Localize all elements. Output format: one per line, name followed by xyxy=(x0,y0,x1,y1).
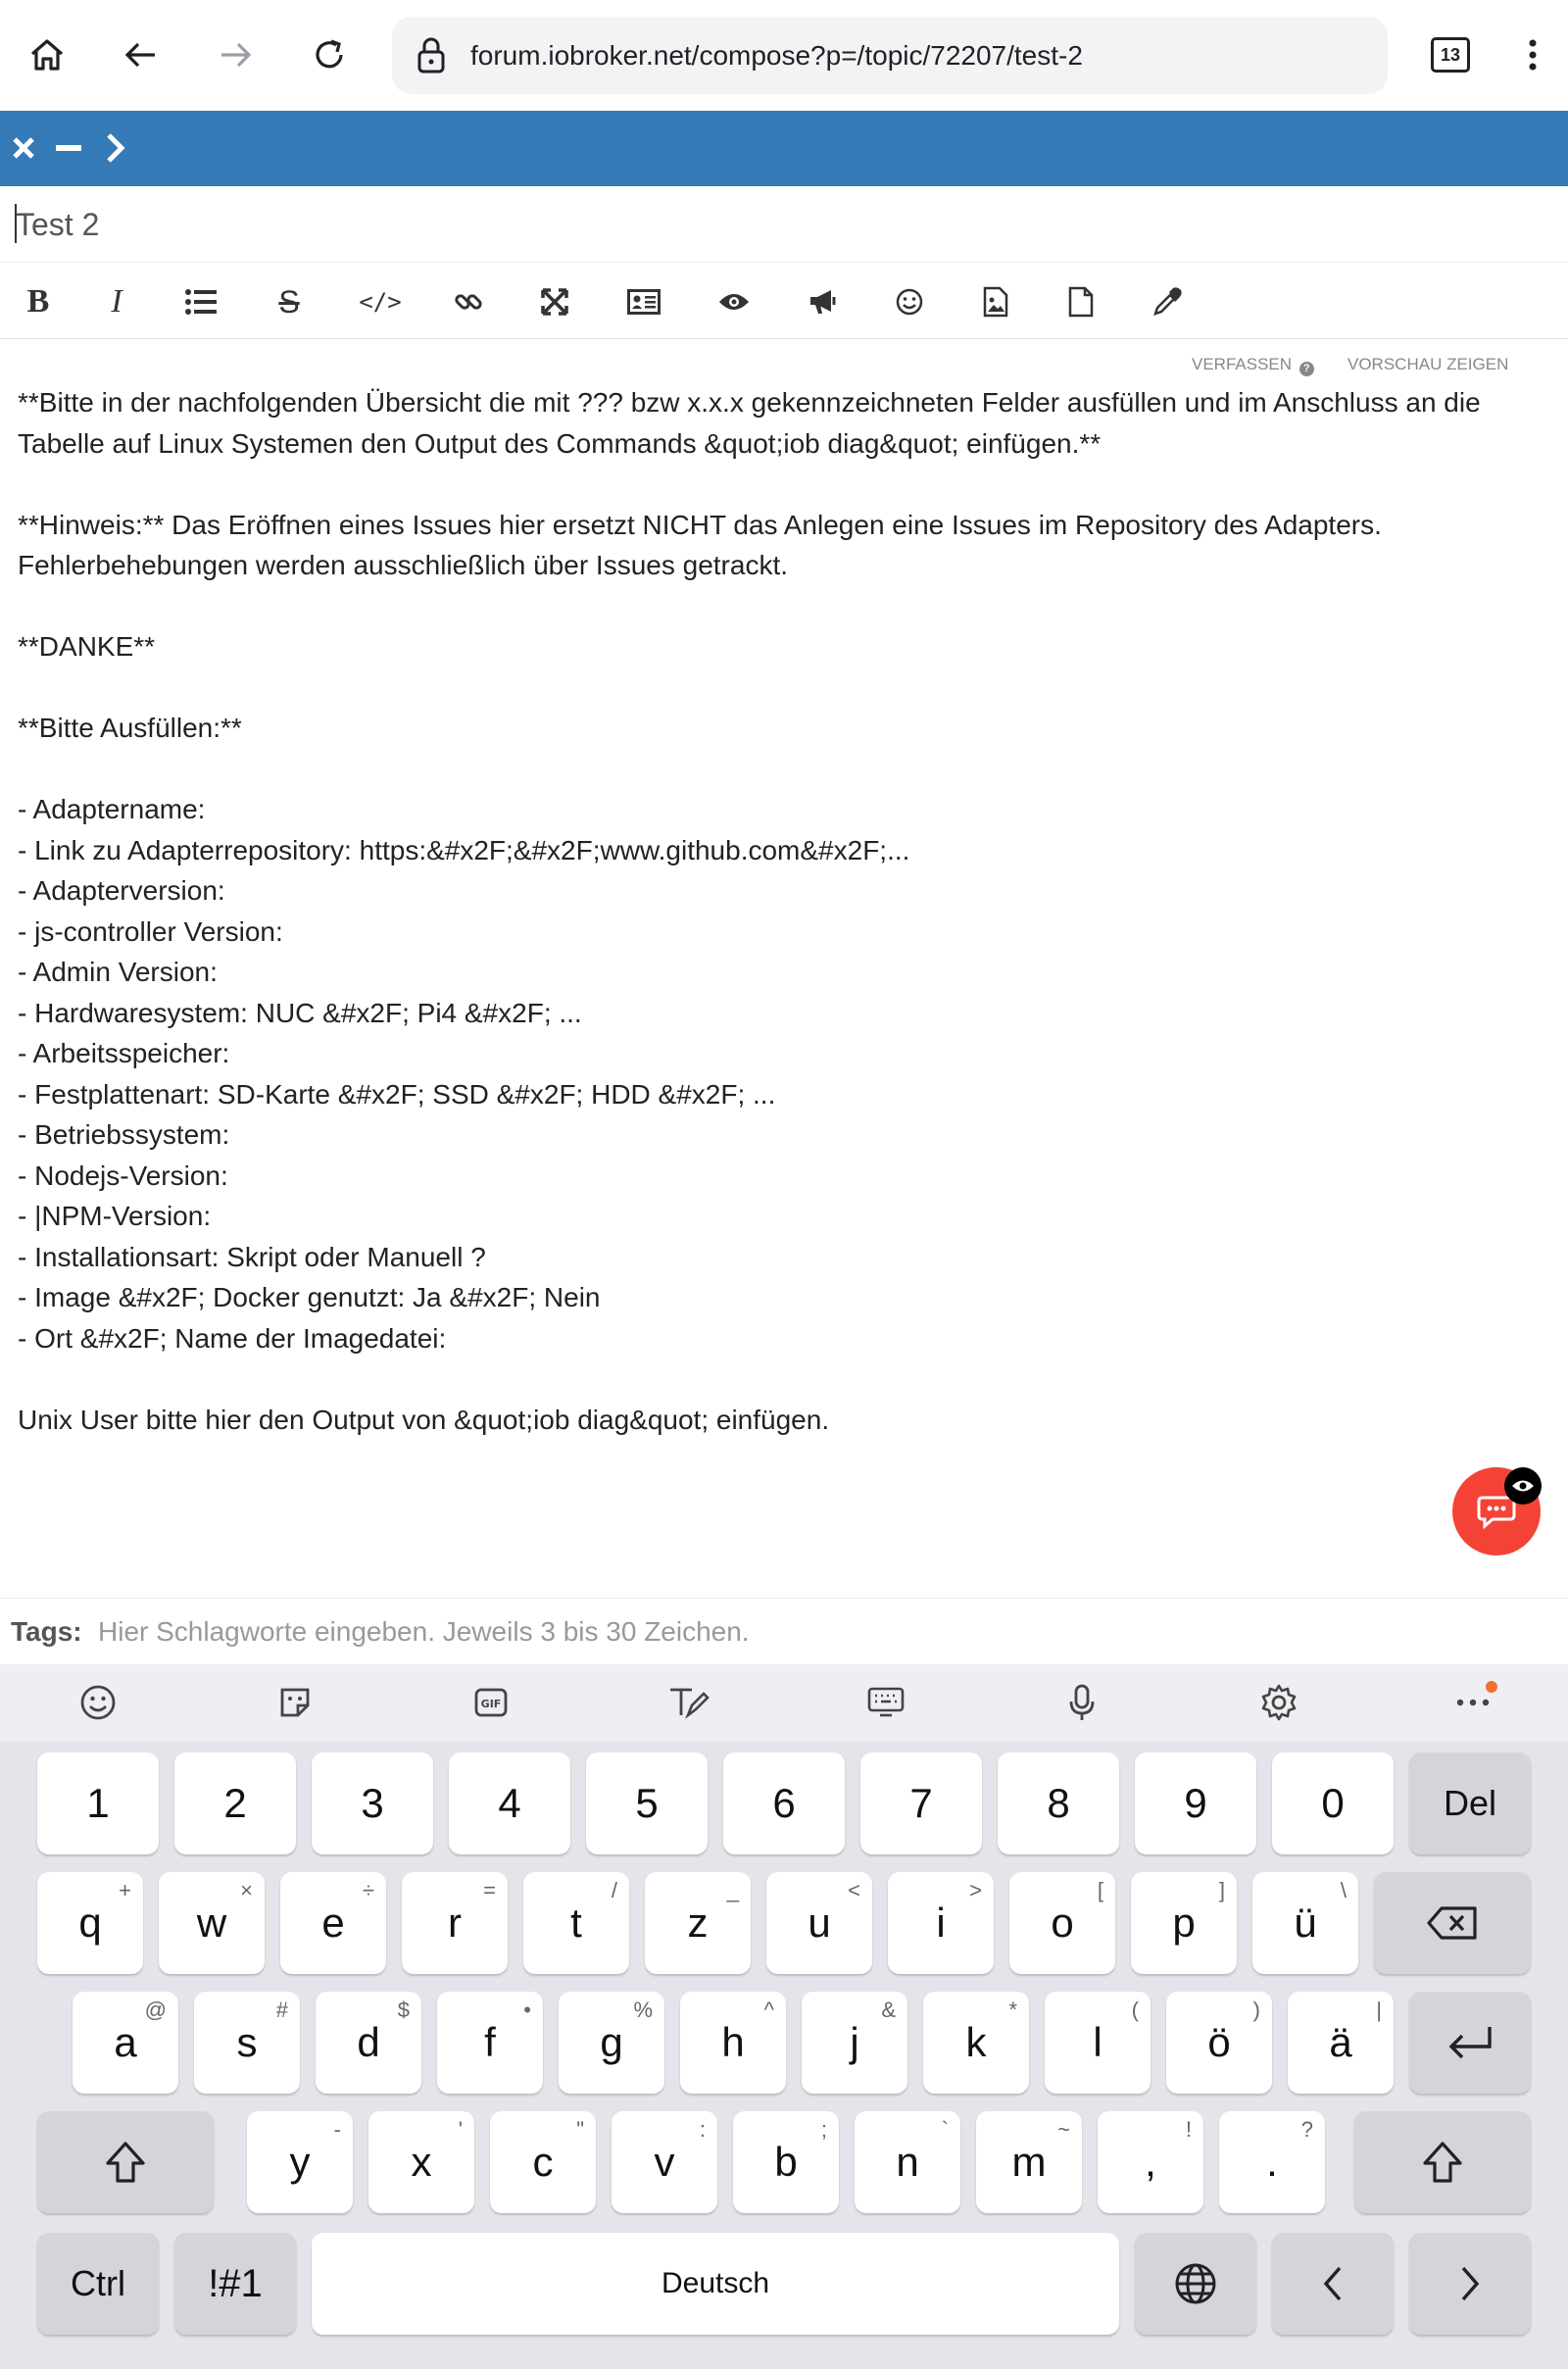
body-line: **Bitte in der nachfolgenden Übersicht die mit ??? bzw x.x.x gekennzeichneten Felder ausfüllen und im Anschluss an die xyxy=(18,387,1481,418)
key-label: b xyxy=(774,2139,798,2185)
body-line xyxy=(18,667,1556,709)
body-line: - Admin Version: xyxy=(18,957,218,987)
key-label: 4 xyxy=(498,1780,521,1826)
body-line xyxy=(18,1358,1556,1400)
key-secondary-label: < xyxy=(848,1878,860,1902)
key-s[interactable] xyxy=(194,1992,300,2094)
url-text[interactable]: forum.iobroker.net/compose?p=/topic/72207/test-2 xyxy=(470,40,1083,71)
key-1[interactable] xyxy=(37,1752,159,1854)
forward-arrow-icon[interactable] xyxy=(204,24,267,86)
key-label: 8 xyxy=(1047,1780,1070,1826)
key-label: c xyxy=(532,2139,554,2185)
body-line: - |NPM-Version: xyxy=(18,1201,212,1231)
key-ü[interactable] xyxy=(1252,1872,1358,1974)
key-n[interactable] xyxy=(855,2111,960,2213)
key-b[interactable] xyxy=(733,2111,839,2213)
backspace-key[interactable] xyxy=(1374,1872,1531,1974)
formatting-toolbar xyxy=(0,263,1568,339)
keyboard-keys xyxy=(0,1741,1568,2369)
key-label: 3 xyxy=(361,1780,384,1826)
key-label: . xyxy=(1266,2139,1278,2185)
body-line xyxy=(18,464,1556,505)
key-label: ü xyxy=(1294,1900,1317,1946)
key-ä[interactable] xyxy=(1288,1992,1394,2094)
key-m[interactable] xyxy=(976,2111,1082,2213)
tags-row xyxy=(0,1598,1568,1664)
key-label: z xyxy=(687,1900,709,1946)
symbols-key[interactable] xyxy=(174,2233,296,2335)
key-label: t xyxy=(570,1900,582,1946)
key-label: 2 xyxy=(223,1780,247,1826)
body-line xyxy=(18,586,1556,627)
key-label: q xyxy=(78,1900,102,1946)
key-label: Deutsch xyxy=(661,2267,770,2299)
key-label: x xyxy=(411,2139,432,2185)
handwriting-icon[interactable] xyxy=(663,1678,712,1727)
key-a[interactable] xyxy=(73,1992,178,2094)
settings-gear-icon[interactable] xyxy=(1254,1678,1303,1727)
key-label: j xyxy=(850,2019,859,2065)
key-secondary-label: ( xyxy=(1131,1998,1139,2022)
key-label: 6 xyxy=(772,1780,796,1826)
key-label: 0 xyxy=(1321,1780,1345,1826)
key-secondary-label: ! xyxy=(1185,2117,1192,2142)
post-body-textarea[interactable] xyxy=(18,382,1556,1440)
body-line: - Adaptername: xyxy=(18,794,206,824)
key-secondary-label: * xyxy=(1008,1998,1017,2022)
key-secondary-label: _ xyxy=(726,1878,739,1902)
key-f[interactable] xyxy=(437,1992,543,2094)
minimize-icon[interactable] xyxy=(49,128,88,168)
back-arrow-icon[interactable] xyxy=(110,24,172,86)
key-secondary-label: ) xyxy=(1252,1998,1260,2022)
body-line xyxy=(18,749,1556,790)
key-secondary-label: % xyxy=(633,1998,653,2022)
key-secondary-label: & xyxy=(881,1998,896,2022)
key-label: d xyxy=(357,2019,380,2065)
key-r[interactable] xyxy=(402,1872,508,1974)
key-t[interactable] xyxy=(523,1872,629,1974)
space-bar[interactable] xyxy=(312,2233,1119,2335)
key-.[interactable] xyxy=(1219,2111,1325,2213)
key-3[interactable] xyxy=(312,1752,433,1854)
key-j[interactable] xyxy=(802,1992,907,2094)
body-line: - Ort &#x2F; Name der Imagedatei: xyxy=(18,1322,447,1354)
fullscreen-icon[interactable] xyxy=(530,277,579,326)
key-label: g xyxy=(600,2019,623,2065)
body-line: - Installationsart: Skript oder Manuell ? xyxy=(18,1241,486,1272)
tab-compose-label: VERFASSEN xyxy=(1192,355,1293,373)
topic-title-field[interactable] xyxy=(0,186,1568,263)
key-secondary-label: : xyxy=(699,2117,706,2142)
key-label: p xyxy=(1172,1900,1196,1946)
cursor-right-key[interactable] xyxy=(1409,2233,1531,2335)
key-y[interactable] xyxy=(247,2111,353,2213)
contact-card-icon[interactable] xyxy=(619,277,668,326)
lock-icon[interactable] xyxy=(412,34,451,80)
key-label: 1 xyxy=(86,1780,110,1826)
key-label: , xyxy=(1145,2139,1156,2185)
key-label: h xyxy=(721,2019,745,2065)
key-secondary-label: ^ xyxy=(763,1998,774,2022)
key-secondary-label: × xyxy=(240,1878,253,1902)
key-label: r xyxy=(448,1900,462,1946)
key-label: n xyxy=(896,2139,919,2185)
key-h[interactable] xyxy=(680,1992,786,2094)
key-l[interactable] xyxy=(1045,1992,1151,2094)
composer-header xyxy=(0,111,1568,186)
key-secondary-label: • xyxy=(523,1998,531,2022)
help-circle-icon[interactable]: ? xyxy=(1299,362,1314,376)
body-line: **Bitte Ausfüllen:** xyxy=(18,713,242,743)
keyboard-toolbar xyxy=(0,1664,1568,1741)
body-line: - Arbeitsspeicher: xyxy=(18,1038,230,1068)
key-label: u xyxy=(808,1900,831,1946)
code-icon[interactable]: </> xyxy=(359,288,402,316)
close-icon[interactable] xyxy=(4,128,43,168)
body-line: - Image &#x2F; Docker genutzt: Ja &#x2F; Nein xyxy=(18,1282,601,1312)
key-6[interactable] xyxy=(723,1752,845,1854)
key-label: !#1 xyxy=(208,2261,263,2305)
key-ö[interactable] xyxy=(1166,1992,1272,2094)
key-label: Ctrl xyxy=(71,2263,125,2303)
key-secondary-label: ` xyxy=(941,2117,949,2142)
tags-label: Tags: xyxy=(11,1616,82,1647)
key-label: w xyxy=(196,1900,227,1946)
topic-title-value[interactable]: Test 2 xyxy=(16,207,100,242)
key-z[interactable] xyxy=(645,1872,751,1974)
key-2[interactable] xyxy=(174,1752,296,1854)
key-w[interactable] xyxy=(159,1872,265,1974)
bold-icon[interactable]: B xyxy=(26,283,50,320)
key-label: 9 xyxy=(1184,1780,1207,1826)
notification-dot xyxy=(1486,1681,1497,1693)
key-p[interactable] xyxy=(1131,1872,1237,1974)
strikethrough-icon[interactable]: S xyxy=(278,283,300,320)
cursor-left-key[interactable] xyxy=(1272,2233,1394,2335)
key-label: y xyxy=(289,2139,311,2185)
key-label: i xyxy=(936,1900,946,1946)
key-d[interactable] xyxy=(316,1992,421,2094)
key-secondary-label: " xyxy=(576,2117,584,2142)
key-secondary-label: ? xyxy=(1300,2117,1313,2142)
key-label: a xyxy=(114,2019,137,2065)
reload-icon[interactable] xyxy=(298,24,361,86)
tags-input[interactable]: Hier Schlagworte eingeben. Jeweils 3 bis 30 Zeichen. xyxy=(98,1616,750,1647)
backspace-icon xyxy=(1426,1905,1479,1941)
microphone-icon[interactable] xyxy=(1057,1678,1106,1727)
chevron-right-icon[interactable] xyxy=(96,128,135,168)
more-menu-icon[interactable] xyxy=(1501,24,1564,86)
chevron-right-icon xyxy=(1457,2264,1483,2303)
key-secondary-label: # xyxy=(275,1998,288,2022)
key-secondary-label: | xyxy=(1376,1998,1382,2022)
link-icon[interactable] xyxy=(444,277,493,326)
globe-icon xyxy=(1172,2260,1219,2307)
key-secondary-label: ' xyxy=(458,2117,463,2142)
key-q[interactable] xyxy=(37,1872,143,1974)
key-i[interactable] xyxy=(888,1872,994,1974)
key-4[interactable] xyxy=(449,1752,570,1854)
key-label: v xyxy=(654,2139,675,2185)
body-line: Fehlerbehebungen werden ausschließlich über Issues getrackt. xyxy=(18,550,789,580)
key-secondary-label: - xyxy=(333,2117,341,2142)
key-label: 5 xyxy=(635,1780,659,1826)
key-secondary-label: ; xyxy=(820,2117,827,2142)
key-label: Del xyxy=(1443,1783,1497,1823)
key-secondary-label: ] xyxy=(1218,1878,1225,1902)
gif-icon[interactable] xyxy=(466,1678,515,1727)
key-9[interactable] xyxy=(1135,1752,1256,1854)
svg-text:GIF: GIF xyxy=(480,1698,502,1710)
body-line: - Adapterversion: xyxy=(18,875,225,906)
key-label: o xyxy=(1051,1900,1074,1946)
enter-key[interactable] xyxy=(1409,1992,1531,2094)
key-label: ä xyxy=(1329,2019,1352,2065)
key-secondary-label: > xyxy=(969,1878,982,1902)
editor-mode-tabs xyxy=(0,351,1568,380)
sticker-icon[interactable] xyxy=(270,1678,319,1727)
chevron-left-icon xyxy=(1320,2264,1346,2303)
emoji-icon[interactable] xyxy=(74,1678,122,1727)
body-line: - Link zu Adapterrepository: https:&#x2F;&#x2F;www.github.com&#x2F;... xyxy=(18,834,910,865)
keyboard-layout-icon[interactable] xyxy=(861,1678,910,1727)
key-g[interactable] xyxy=(559,1992,664,2094)
key-secondary-label: = xyxy=(483,1878,496,1902)
key-c[interactable] xyxy=(490,2111,596,2213)
key-0[interactable] xyxy=(1272,1752,1394,1854)
shift-icon xyxy=(104,2140,147,2185)
key-5[interactable] xyxy=(586,1752,708,1854)
home-icon[interactable] xyxy=(16,24,78,86)
body-line: - Nodejs-Version: xyxy=(18,1160,228,1191)
tab-compose[interactable] xyxy=(1192,355,1314,376)
onscreen-keyboard xyxy=(0,1664,1568,2369)
key-label: l xyxy=(1093,2019,1102,2065)
list-icon[interactable] xyxy=(176,277,225,326)
shift-left-key[interactable] xyxy=(37,2111,214,2213)
key-secondary-label: $ xyxy=(397,1998,410,2022)
body-line: Tabelle auf Linux Systemen den Output des Commands &quot;iob diag&quot; einfügen.** xyxy=(18,427,1102,459)
key-secondary-label: @ xyxy=(144,1998,167,2022)
body-line: - Hardwaresystem: NUC &#x2F; Pi4 &#x2F; ... xyxy=(18,997,582,1028)
key-label: e xyxy=(321,1900,345,1946)
key-secondary-label: + xyxy=(119,1878,131,1902)
shift-icon xyxy=(1421,2140,1464,2185)
browser-toolbar xyxy=(0,0,1568,111)
shift-right-key[interactable] xyxy=(1354,2111,1531,2213)
key-secondary-label: / xyxy=(611,1878,617,1902)
key-x[interactable] xyxy=(368,2111,474,2213)
key-label: ö xyxy=(1207,2019,1231,2065)
key-secondary-label: \ xyxy=(1340,1878,1347,1902)
delete-key[interactable] xyxy=(1409,1752,1531,1854)
key-secondary-label: [ xyxy=(1097,1878,1103,1902)
key-k[interactable] xyxy=(923,1992,1029,2094)
key-e[interactable] xyxy=(280,1872,386,1974)
key-secondary-label: ÷ xyxy=(362,1878,374,1902)
key-label: s xyxy=(236,2019,258,2065)
key-,[interactable] xyxy=(1098,2111,1203,2213)
key-label: 7 xyxy=(909,1780,933,1826)
key-o[interactable] xyxy=(1009,1872,1115,1974)
emoji-icon[interactable] xyxy=(885,277,934,326)
body-line: **Hinweis:** Das Eröffnen eines Issues hier ersetzt NICHT das Anlegen eine Issues im Repository des Adapters. xyxy=(18,509,1382,540)
preview-eye-icon[interactable] xyxy=(710,277,759,326)
image-upload-icon[interactable] xyxy=(971,277,1020,326)
body-line: - js-controller Version: xyxy=(18,915,283,947)
key-v[interactable] xyxy=(612,2111,717,2213)
key-label: k xyxy=(965,2019,987,2065)
key-secondary-label: ~ xyxy=(1057,2117,1070,2142)
key-7[interactable] xyxy=(860,1752,982,1854)
eye-badge-icon xyxy=(1504,1467,1542,1505)
enter-icon xyxy=(1445,2023,1495,2062)
language-key[interactable] xyxy=(1135,2233,1256,2335)
body-line: - Betriebssystem: xyxy=(18,1119,230,1150)
body-line: - Festplattenart: SD-Karte &#x2F; SSD &#x2F; HDD &#x2F; ... xyxy=(18,1078,776,1110)
address-bar[interactable] xyxy=(392,17,1388,94)
key-label: m xyxy=(1011,2139,1047,2185)
megaphone-icon[interactable] xyxy=(799,277,848,326)
key-u[interactable] xyxy=(766,1872,872,1974)
tab-switcher-button[interactable]: 13 xyxy=(1431,37,1470,73)
tab-preview[interactable]: VORSCHAU ZEIGEN xyxy=(1348,355,1509,373)
italic-icon[interactable]: I xyxy=(111,283,122,320)
key-8[interactable] xyxy=(998,1752,1119,1854)
color-picker-icon[interactable] xyxy=(1143,277,1192,326)
ctrl-key[interactable] xyxy=(37,2233,159,2335)
body-line: **DANKE** xyxy=(18,631,156,662)
key-label: f xyxy=(484,2019,496,2065)
body-line: Unix User bitte hier den Output von &quot;iob diag&quot; einfügen. xyxy=(18,1404,830,1435)
file-upload-icon[interactable] xyxy=(1056,277,1105,326)
